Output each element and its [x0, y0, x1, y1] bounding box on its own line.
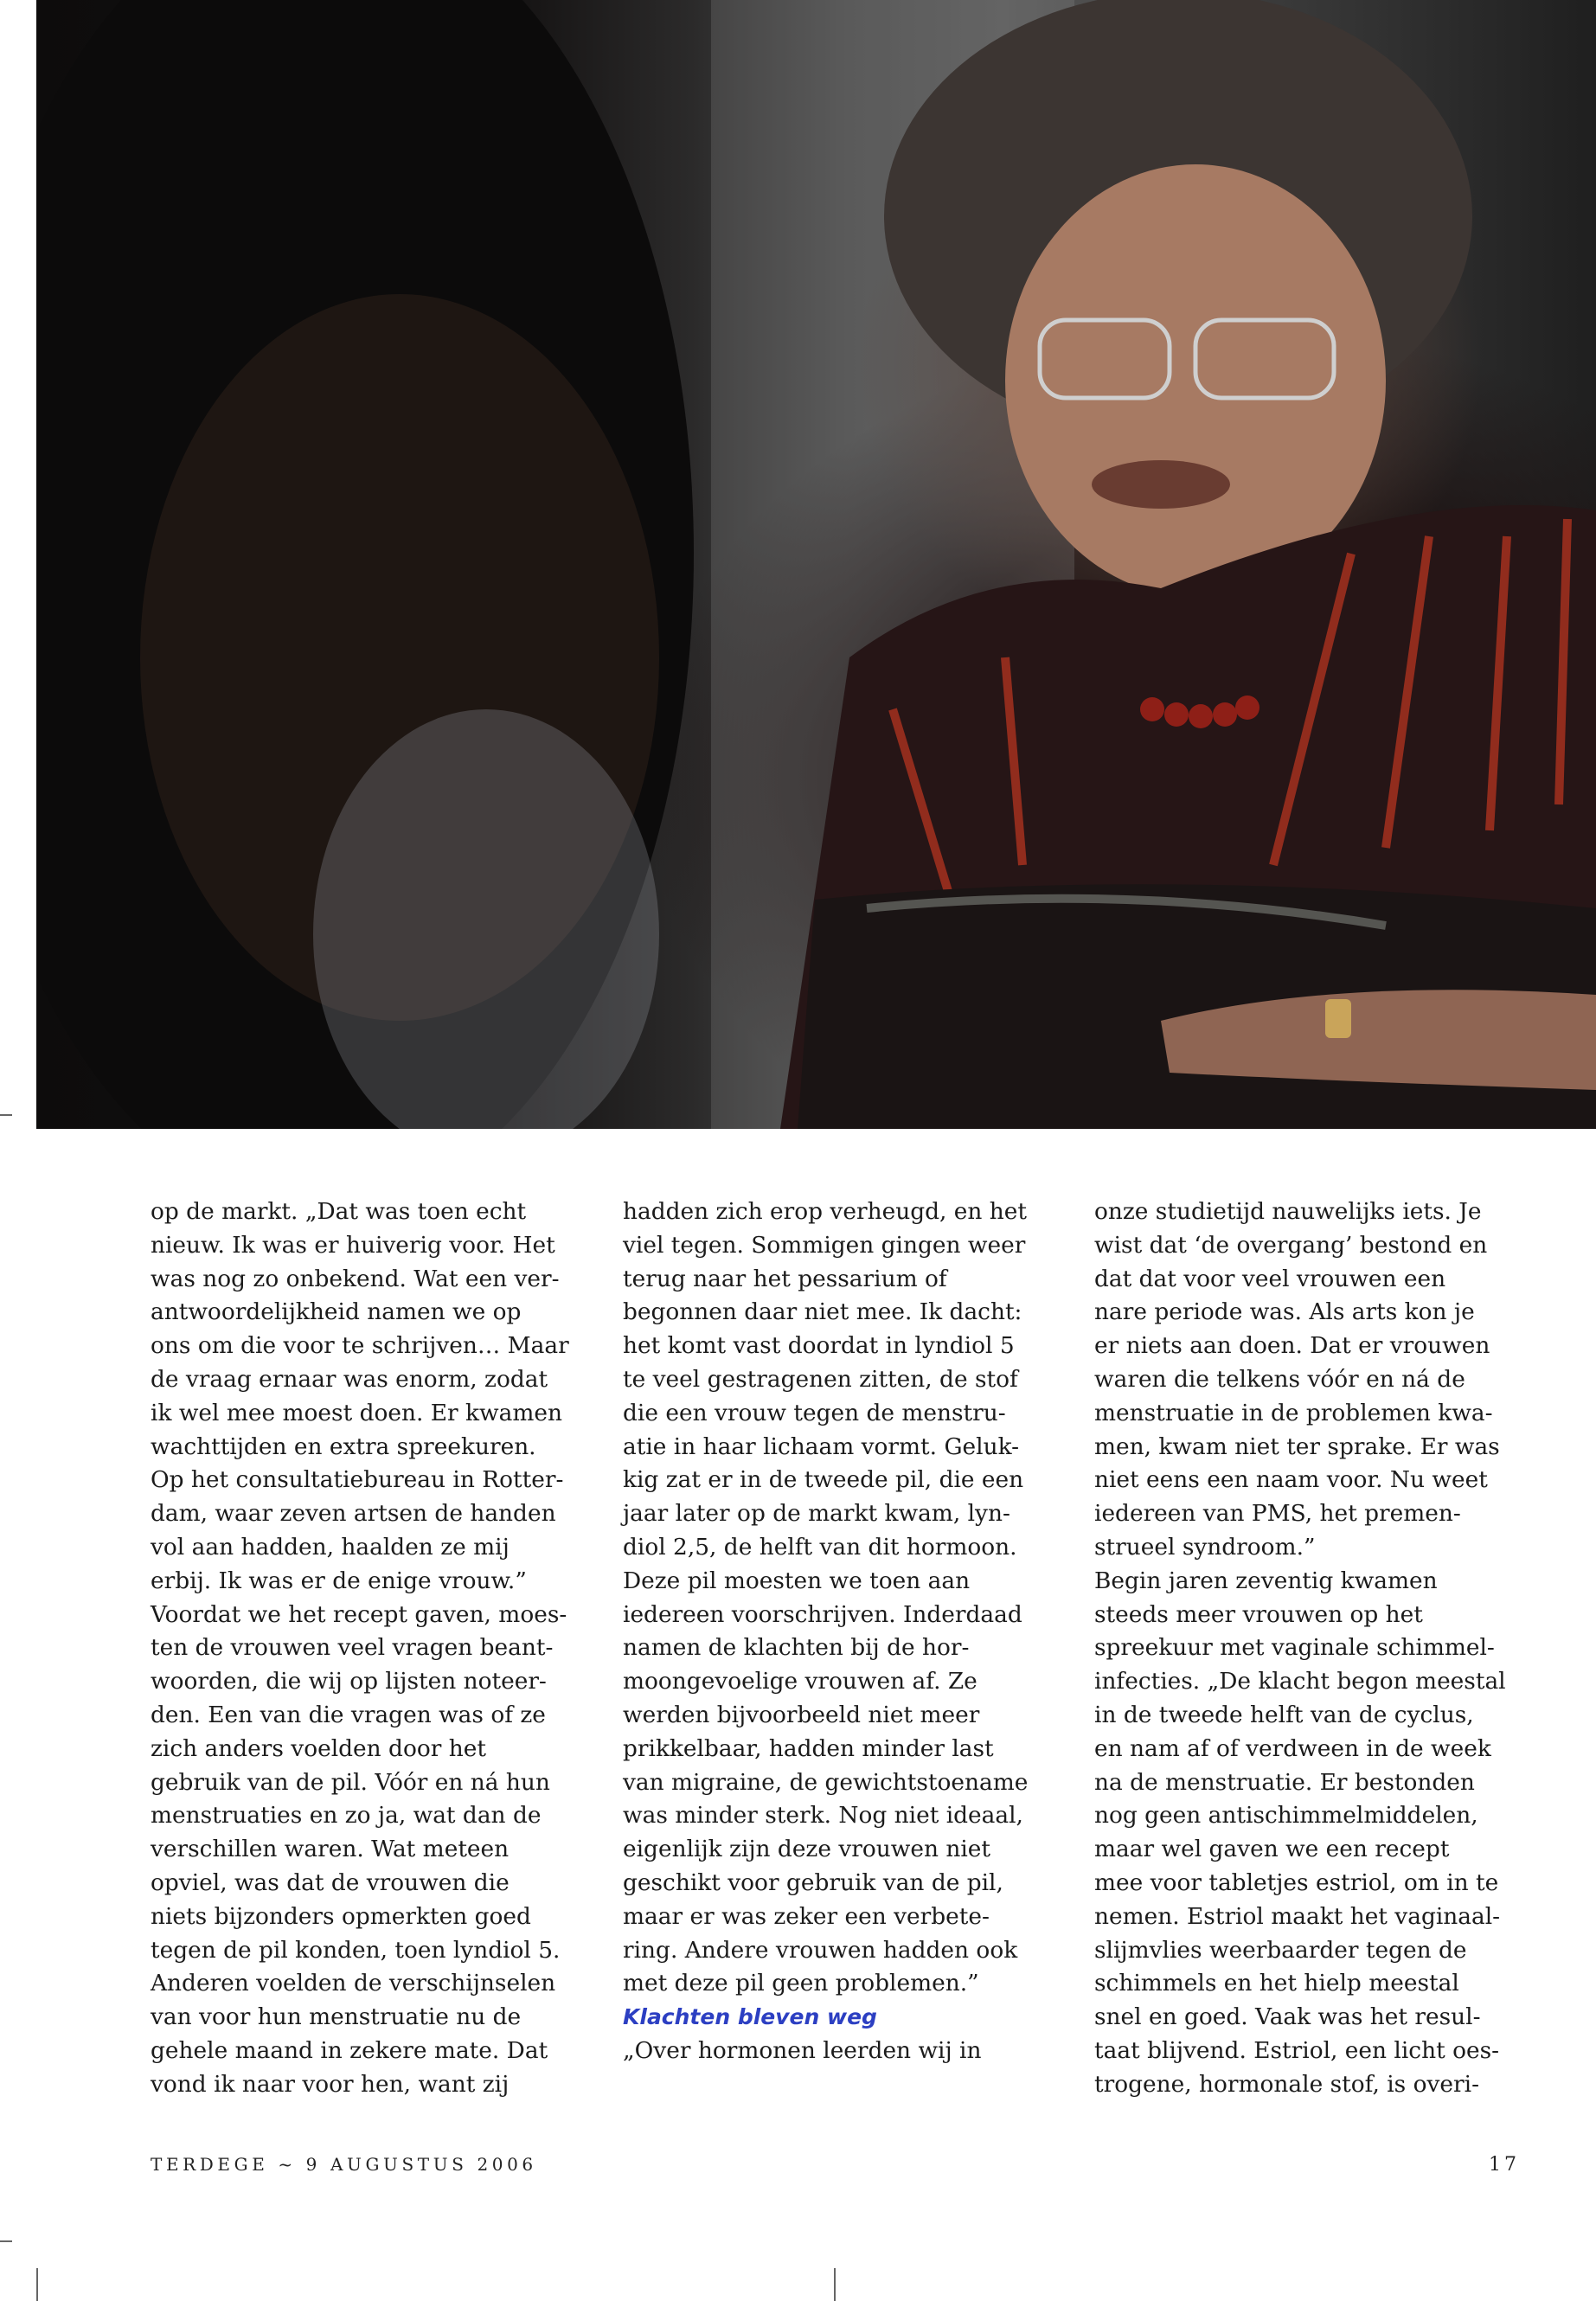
crop-mark	[0, 2240, 12, 2242]
crop-mark	[834, 2268, 836, 2301]
crop-mark	[0, 1114, 12, 1116]
column-2-continuation: „Over hormonen leerden wij in	[623, 2036, 982, 2064]
woman-mouth	[1092, 460, 1230, 509]
section-subheading: Klachten bleven weg	[623, 2004, 877, 2030]
article-column-2	[623, 1195, 1047, 2068]
article-column-1	[151, 1195, 574, 2102]
footer-publication: TERDEGE ~ 9 AUGUSTUS 2006	[151, 2154, 537, 2175]
column-2-text: hadden zich erop verheugd, en het viel tegen. Sommigen gingen weer terug naar het pessarium of begonnen daar niet mee. Ik dacht: het komt vast doordat in lyndiol 5 te veel gestragenen zitten, de stof die een vrouw tegen de menstru- atie in haar lichaam vormt. Geluk- kig zat er in de tweede pil, die een jaar later op de markt kwam, lyn- diol 2,5, de helft van dit hormoon. Deze pil moesten we toen aan iedereen voorschrijven. Inderdaad namen de klachten bij de hor- moongevoelige vrouwen af. Ze werden bijvoorbeeld niet meer prikkelbaar, hadden minder last van migraine, de gewichtstoename was minder sterk. Nog niet ideaal, eigenlijk zijn deze vrouwen niet geschikt voor gebruik van de pil, maar er was zeker een verbete- ring. Andere vrouwen hadden ook met deze pil geen problemen.”	[623, 1198, 1029, 1997]
page-number: 17	[1489, 2154, 1520, 2176]
article-photo	[36, 0, 1596, 1129]
crop-mark	[36, 2268, 38, 2301]
wristwatch	[1325, 999, 1351, 1038]
column-1-text: op de markt. „Dat was toen echt nieuw. Ik was er huiverig voor. Het was nog zo onbekend. Wat een ver- antwoordelijkheid namen we op ons om die voor te schrijven… Maar de vraag ernaar was enorm, zodat ik wel mee moest doen. Er kwamen wachttijden en extra spreekuren. Op het consultatiebureau in Rotter- dam, waar zeven artsen de handen vol aan hadden, haalden ze mij erbij. Ik was er de enige vrouw.” Voordat we het recept gaven, moes- ten de vrouwen veel vragen beant- woorden, die wij op lijsten noteer- den. Een van die vragen was of ze zich anders voelden door het gebruik van de pil. Vóór en ná hun menstruaties en zo ja, wat dan de verschillen waren. Wat meteen opviel, was dat de vrouwen die niets bijzonders opmerkten goed tegen de pil konden, toen lyndiol 5. Anderen voelden de verschijnselen van voor hun menstruatie nu de gehele maand in zekere mate. Dat vond ik naar voor hen, want zij	[151, 1198, 569, 2098]
photo-illustration	[36, 0, 1596, 1129]
column-3-text: onze studietijd nauwelijks iets. Je wist dat ‘de overgang’ bestond en dat dat voor veel vrouwen een nare periode was. Als arts kon je er niets aan doen. Dat er vrouwen waren die telkens vóór en ná de menstruatie in de problemen kwa- men, kwam niet ter sprake. Er was niet eens een naam voor. Nu weet iedereen van PMS, het premen- strueel syndroom.” Begin jaren zeventig kwamen steeds meer vrouwen op het spreekuur met vaginale schimmel- infecties. „De klacht begon meestal in de tweede helft van de cyclus, en nam af of verdween in de week na de menstruatie. Er bestonden nog geen antischimmelmiddelen, maar wel gaven we een recept mee voor tabletjes estriol, om in te nemen. Estriol maakt het vaginaal- slijmvlies weerbaarder tegen de schimmels en het hielp meestal snel en goed. Vaak was het resul- taat blijvend. Estriol, een licht oes- trogene, hormonale stof, is overi-	[1094, 1198, 1506, 2098]
article-column-3	[1094, 1195, 1518, 2102]
